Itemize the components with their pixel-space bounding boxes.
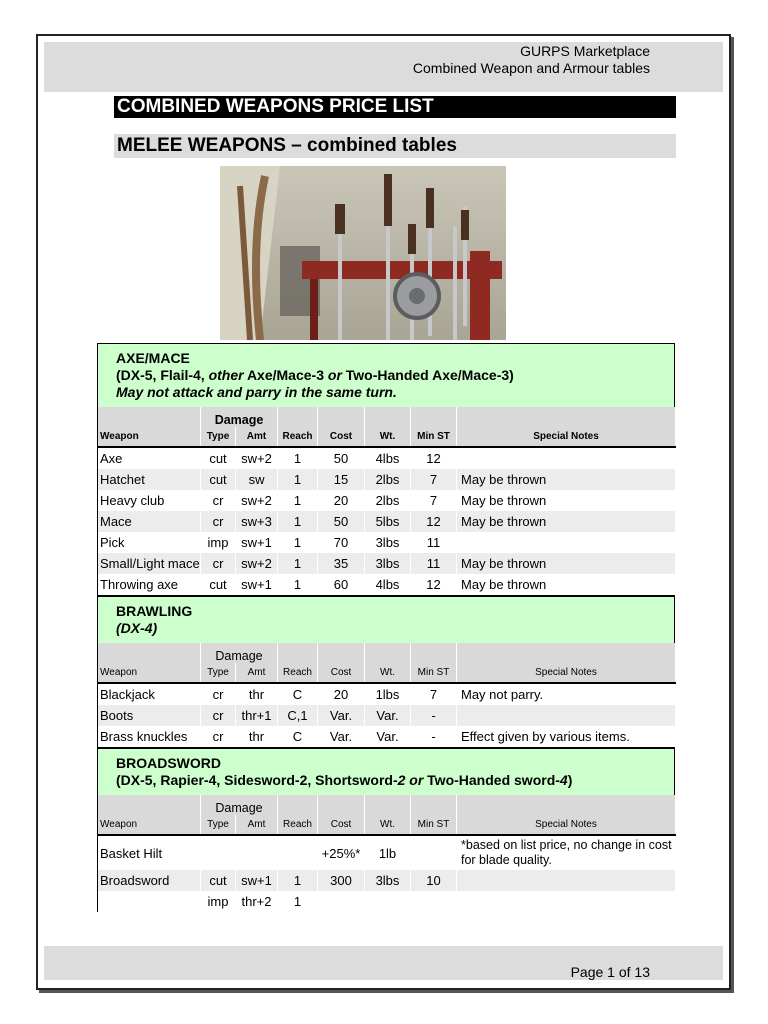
weapon-cell: Small/Light mace bbox=[98, 553, 201, 574]
brawling-skills: (DX-4) bbox=[116, 620, 158, 636]
notes-cell: *based on list price, no change in cost for blade quality. bbox=[457, 835, 676, 870]
col-type: Type bbox=[201, 815, 236, 835]
axe-mace-table bbox=[97, 407, 676, 595]
table-row bbox=[98, 447, 676, 469]
table-row bbox=[98, 835, 676, 870]
broadsword-skills: (DX-5, Rapier-4, Sidesword-2, Shortsword-2 or Two-Handed sword-4) bbox=[116, 772, 573, 788]
reach-cell: 1 bbox=[278, 490, 318, 511]
axe-mace-name: AXE/MACE bbox=[116, 350, 190, 366]
col-cost: Cost bbox=[318, 427, 365, 447]
cost-cell: 20 bbox=[318, 683, 365, 705]
cost-cell: 60 bbox=[318, 574, 365, 595]
col-cost: Cost bbox=[318, 663, 365, 683]
type-cell: imp bbox=[201, 891, 236, 912]
reach-cell: 1 bbox=[278, 532, 318, 553]
amt-cell: sw+3 bbox=[236, 511, 278, 532]
amt-cell: thr bbox=[236, 683, 278, 705]
table-row bbox=[98, 532, 676, 553]
reach-cell bbox=[278, 835, 318, 870]
notes-cell: Effect given by various items. bbox=[457, 726, 676, 747]
notes-cell bbox=[457, 870, 676, 891]
table-row bbox=[98, 891, 676, 912]
reach-cell: C bbox=[278, 726, 318, 747]
cost-cell: +25%* bbox=[318, 835, 365, 870]
amt-cell: sw+1 bbox=[236, 870, 278, 891]
minst-cell: 7 bbox=[411, 683, 457, 705]
amt-cell: sw+1 bbox=[236, 532, 278, 553]
reach-cell: 1 bbox=[278, 447, 318, 469]
header-title: GURPS Marketplace bbox=[520, 43, 650, 59]
amt-cell: sw+2 bbox=[236, 490, 278, 511]
col-wt: Wt. bbox=[365, 815, 411, 835]
weapon-cell: Hatchet bbox=[98, 469, 201, 490]
weapon-cell: Mace bbox=[98, 511, 201, 532]
notes-cell: May be thrown bbox=[457, 511, 676, 532]
cost-cell: Var. bbox=[318, 726, 365, 747]
cost-cell: 50 bbox=[318, 447, 365, 469]
col-wt: Wt. bbox=[365, 663, 411, 683]
col-minst: Min ST bbox=[411, 427, 457, 447]
table-row bbox=[98, 683, 676, 705]
type-cell: cr bbox=[201, 683, 236, 705]
notes-cell: May be thrown bbox=[457, 574, 676, 595]
col-weapon: Weapon bbox=[98, 663, 201, 683]
weapon-cell bbox=[98, 891, 201, 912]
wt-cell bbox=[365, 891, 411, 912]
col-notes: Special Notes bbox=[457, 427, 676, 447]
weapon-cell: Basket Hilt bbox=[98, 835, 201, 870]
col-reach: Reach bbox=[278, 663, 318, 683]
damage-header: Damage bbox=[201, 795, 278, 815]
amt-cell: thr+2 bbox=[236, 891, 278, 912]
minst-cell: 11 bbox=[411, 553, 457, 574]
wt-cell: 4lbs bbox=[365, 574, 411, 595]
col-amt: Amt bbox=[236, 663, 278, 683]
col-reach: Reach bbox=[278, 815, 318, 835]
table-row bbox=[98, 553, 676, 574]
type-cell: cr bbox=[201, 726, 236, 747]
weapon-cell: Axe bbox=[98, 447, 201, 469]
col-cost: Cost bbox=[318, 815, 365, 835]
broadsword-header bbox=[97, 748, 675, 795]
minst-cell: 10 bbox=[411, 870, 457, 891]
wt-cell: 4lbs bbox=[365, 447, 411, 469]
broadsword-rows bbox=[98, 835, 676, 912]
reach-cell: 1 bbox=[278, 574, 318, 595]
table-row bbox=[98, 870, 676, 891]
wt-cell: 3lbs bbox=[365, 532, 411, 553]
col-minst: Min ST bbox=[411, 815, 457, 835]
wt-cell: 1lbs bbox=[365, 683, 411, 705]
wt-cell: Var. bbox=[365, 705, 411, 726]
wt-cell: 2lbs bbox=[365, 490, 411, 511]
type-cell: cut bbox=[201, 469, 236, 490]
notes-cell: May be thrown bbox=[457, 553, 676, 574]
reach-cell: 1 bbox=[278, 891, 318, 912]
table-row bbox=[98, 490, 676, 511]
brawling-rows bbox=[98, 683, 676, 747]
col-notes: Special Notes bbox=[457, 663, 676, 683]
type-cell: cr bbox=[201, 511, 236, 532]
cost-cell: 35 bbox=[318, 553, 365, 574]
type-cell: cr bbox=[201, 490, 236, 511]
reach-cell: 1 bbox=[278, 870, 318, 891]
header-subtitle: Combined Weapon and Armour tables bbox=[412, 60, 650, 76]
minst-cell: 11 bbox=[411, 532, 457, 553]
col-weapon: Weapon bbox=[98, 815, 201, 835]
brawling-table bbox=[97, 643, 676, 747]
table-row bbox=[98, 511, 676, 532]
axe-mace-header bbox=[97, 343, 675, 407]
notes-cell: May not parry. bbox=[457, 683, 676, 705]
minst-cell: - bbox=[411, 705, 457, 726]
damage-header: Damage bbox=[201, 643, 278, 663]
col-wt: Wt. bbox=[365, 427, 411, 447]
minst-cell: 12 bbox=[411, 574, 457, 595]
weapon-cell: Throwing axe bbox=[98, 574, 201, 595]
cost-cell: 70 bbox=[318, 532, 365, 553]
cost-cell: 300 bbox=[318, 870, 365, 891]
axe-mace-note: May not attack and parry in the same turn. bbox=[116, 384, 397, 400]
amt-cell bbox=[236, 835, 278, 870]
minst-cell bbox=[411, 835, 457, 870]
col-type: Type bbox=[201, 427, 236, 447]
wt-cell: 2lbs bbox=[365, 469, 411, 490]
cost-cell: 20 bbox=[318, 490, 365, 511]
cost-cell: 15 bbox=[318, 469, 365, 490]
page-title: COMBINED WEAPONS PRICE LIST bbox=[114, 96, 676, 118]
minst-cell: - bbox=[411, 726, 457, 747]
table-row bbox=[98, 469, 676, 490]
cost-cell bbox=[318, 891, 365, 912]
type-cell: cut bbox=[201, 574, 236, 595]
table-row bbox=[98, 574, 676, 595]
type-cell: cr bbox=[201, 553, 236, 574]
amt-cell: sw+1 bbox=[236, 574, 278, 595]
minst-cell: 7 bbox=[411, 469, 457, 490]
col-weapon: Weapon bbox=[98, 427, 201, 447]
minst-cell: 12 bbox=[411, 511, 457, 532]
col-amt: Amt bbox=[236, 427, 278, 447]
notes-cell bbox=[457, 705, 676, 726]
amt-cell: sw+2 bbox=[236, 553, 278, 574]
col-minst: Min ST bbox=[411, 663, 457, 683]
minst-cell: 7 bbox=[411, 490, 457, 511]
weapon-cell: Heavy club bbox=[98, 490, 201, 511]
reach-cell: C,1 bbox=[278, 705, 318, 726]
weapons-tables bbox=[97, 343, 675, 912]
notes-cell bbox=[457, 447, 676, 469]
reach-cell: 1 bbox=[278, 511, 318, 532]
type-cell: imp bbox=[201, 532, 236, 553]
notes-cell bbox=[457, 891, 676, 912]
broadsword-table bbox=[97, 795, 676, 912]
weapons-rack-photo bbox=[220, 166, 506, 340]
amt-cell: thr bbox=[236, 726, 278, 747]
reach-cell: C bbox=[278, 683, 318, 705]
minst-cell bbox=[411, 891, 457, 912]
type-cell: cr bbox=[201, 705, 236, 726]
wt-cell: 3lbs bbox=[365, 870, 411, 891]
wt-cell: 1lb bbox=[365, 835, 411, 870]
axe-mace-rows bbox=[98, 447, 676, 595]
minst-cell: 12 bbox=[411, 447, 457, 469]
wt-cell: 5lbs bbox=[365, 511, 411, 532]
reach-cell: 1 bbox=[278, 553, 318, 574]
table-row bbox=[98, 726, 676, 747]
weapon-cell: Brass knuckles bbox=[98, 726, 201, 747]
damage-header: Damage bbox=[201, 407, 278, 427]
notes-cell: May be thrown bbox=[457, 490, 676, 511]
cost-cell: 50 bbox=[318, 511, 365, 532]
notes-cell bbox=[457, 532, 676, 553]
axe-mace-skills: (DX-5, Flail-4, other Axe/Mace-3 or Two-Handed Axe/Mace-3) bbox=[116, 367, 514, 383]
col-notes: Special Notes bbox=[457, 815, 676, 835]
weapon-cell: Pick bbox=[98, 532, 201, 553]
amt-cell: sw bbox=[236, 469, 278, 490]
type-cell: cut bbox=[201, 447, 236, 469]
amt-cell: thr+1 bbox=[236, 705, 278, 726]
table-row bbox=[98, 705, 676, 726]
weapon-cell: Blackjack bbox=[98, 683, 201, 705]
notes-cell: May be thrown bbox=[457, 469, 676, 490]
brawling-header bbox=[97, 596, 675, 643]
type-cell bbox=[201, 835, 236, 870]
wt-cell: Var. bbox=[365, 726, 411, 747]
page-number: Page 1 of 13 bbox=[570, 964, 650, 980]
col-amt: Amt bbox=[236, 815, 278, 835]
type-cell: cut bbox=[201, 870, 236, 891]
weapon-cell: Broadsword bbox=[98, 870, 201, 891]
col-type: Type bbox=[201, 663, 236, 683]
wt-cell: 3lbs bbox=[365, 553, 411, 574]
reach-cell: 1 bbox=[278, 469, 318, 490]
brawling-name: BRAWLING bbox=[116, 603, 193, 619]
broadsword-name: BROADSWORD bbox=[116, 755, 221, 771]
section-title: MELEE WEAPONS – combined tables bbox=[114, 134, 676, 158]
amt-cell: sw+2 bbox=[236, 447, 278, 469]
cost-cell: Var. bbox=[318, 705, 365, 726]
weapon-cell: Boots bbox=[98, 705, 201, 726]
col-reach: Reach bbox=[278, 427, 318, 447]
